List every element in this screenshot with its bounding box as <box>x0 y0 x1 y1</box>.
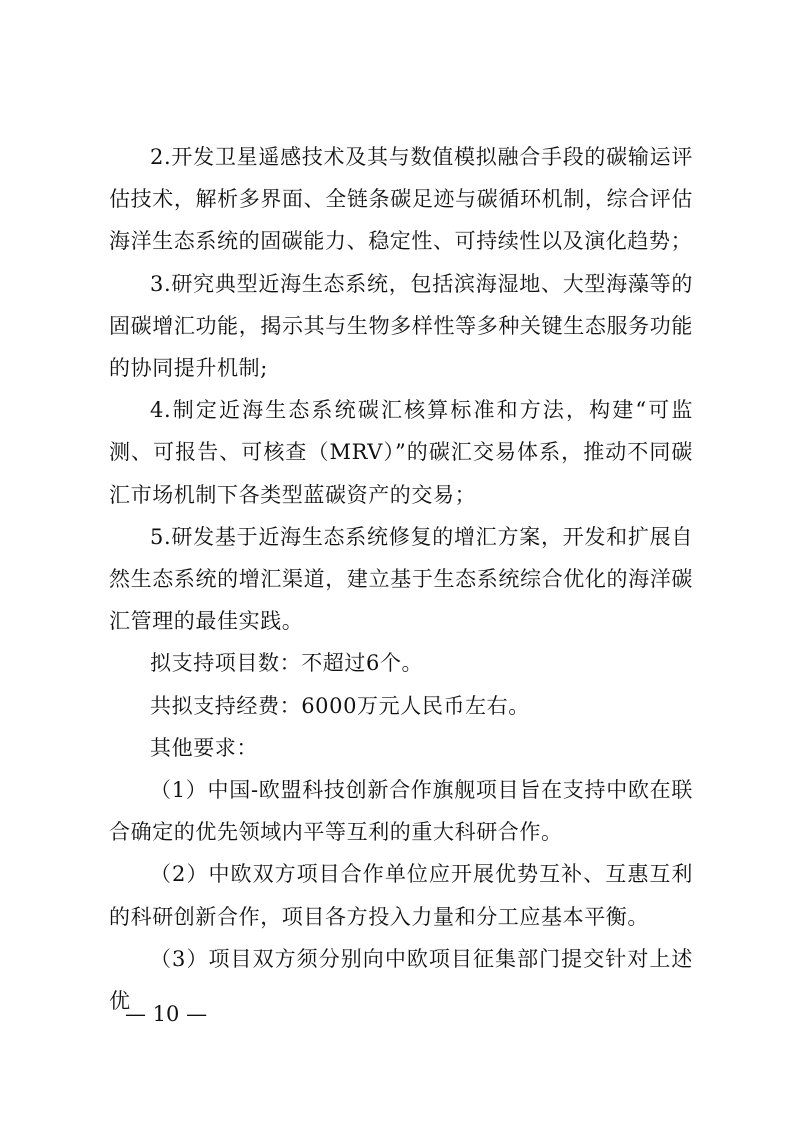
other-requirements-heading: 其他要求： <box>150 735 258 760</box>
paragraph-item-5: 5.研发基于近海生态系统修复的增汇方案，开发和扩展自然生态系统的增汇渠道，建立基于生态系统综合优化的海洋碳汇管理的最佳实践。 <box>109 524 693 634</box>
paragraph-item-4: 4.制定近海生态系统碳汇核算标准和方法，构建“可监测、可报告、可核查（MRV）”的碳汇交易体系，推动不同碳汇市场机制下各类型蓝碳资产的交易； <box>109 398 693 507</box>
requirement-item-3: （3）项目双方须分别向中欧项目征集部门提交针对上述优 <box>109 946 693 1014</box>
paragraph-item-2: 2.开发卫星遥感技术及其与数值模拟融合手段的碳输运评估技术，解析多界面、全链条碳足迹与碳循环机制，综合评估海洋生态系统的固碳能力、稳定性、可持续性以及演化趋势； <box>109 145 693 254</box>
document-body <box>109 136 693 1022</box>
paragraph-item-3: 3.研究典型近海生态系统，包括滨海湿地、大型海藻等的固碳增汇功能，揭示其与生物多样性等多种关键生态服务功能的协同提升机制; <box>109 271 693 381</box>
requirement-item-2: （2）中欧双方项目合作单位应开展优势互补、互惠互利的科研创新合作，项目各方投入力量和分工应基本平衡。 <box>109 862 693 929</box>
page-number: — 10 — <box>125 1002 208 1026</box>
project-count-text: 拟支持项目数：不超过6个。 <box>150 651 424 676</box>
funding-text: 共拟支持经费：6000万元人民币左右。 <box>150 693 530 718</box>
requirement-item-1: （1）中国-欧盟科技创新合作旗舰项目旨在支持中欧在联合确定的优先领域内平等互利的重大科研合作。 <box>109 778 693 845</box>
